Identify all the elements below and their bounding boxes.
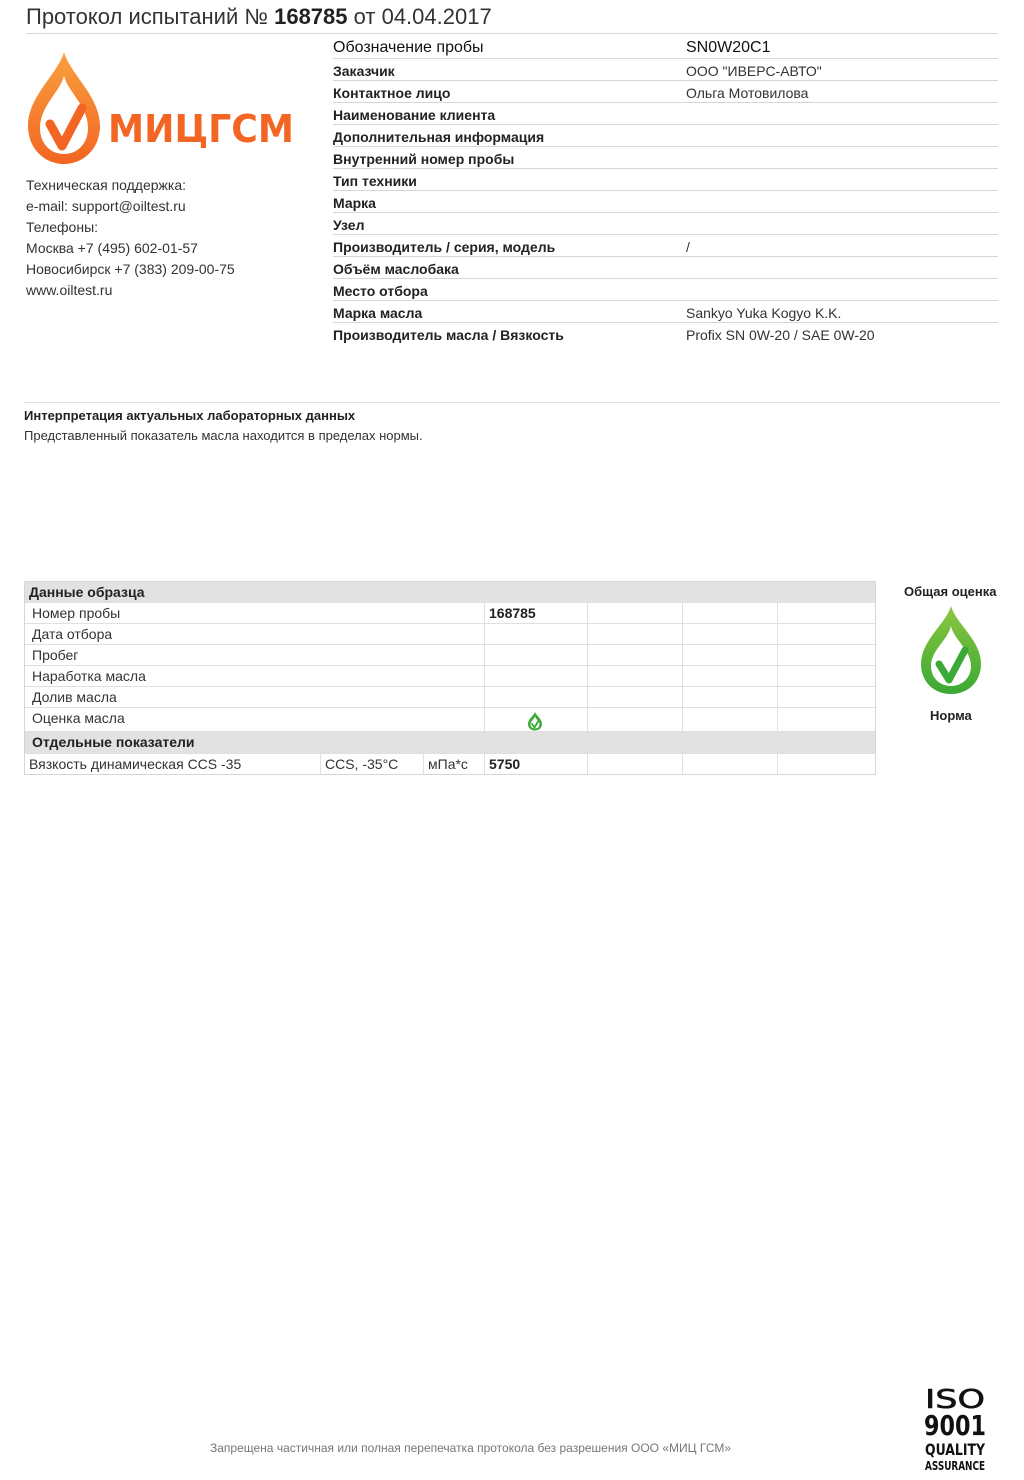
iso-9001-badge [920,1384,990,1472]
info-row-unit [333,213,998,235]
empty-cell [778,645,874,665]
green-drop-check-icon [527,711,543,731]
empty-cell [778,624,874,644]
interpretation-title: Интерпретация актуальных лабораторных данных [24,408,356,423]
phones-heading: Телефоны: [26,219,99,235]
info-row-tank-volume [333,257,998,279]
table-row [25,602,875,623]
info-label: Внутренний номер пробы [333,151,515,167]
row-label: Пробег [25,645,485,665]
info-row-equipment-type [333,169,998,191]
info-row-brand [333,191,998,213]
logo-text: МИЦГСМ [108,107,294,151]
info-row-additional-info [333,125,998,147]
support-contacts [26,175,235,301]
indicator-value: 5750 [485,754,588,774]
info-label: Контактное лицо [333,85,451,101]
info-label: Объём маслобака [333,261,459,277]
row-value [485,666,588,686]
empty-cell [778,708,874,731]
info-label: Узел [333,217,365,233]
info-row-internal-number [333,147,998,169]
empty-cell [778,687,874,707]
iso-line-1: ISO [925,1385,985,1415]
empty-cell [588,666,683,686]
table-row [25,665,875,686]
table-row [25,707,875,731]
phone-moscow: Москва +7 (495) 602-01-57 [26,240,198,256]
empty-cell [683,708,778,731]
indicators-subheader: Отдельные показатели [25,731,875,753]
table-row [25,644,875,665]
info-row-sample-designation [333,36,998,59]
overall-assessment-title: Общая оценка [904,584,997,599]
support-email[interactable]: e-mail: support@oiltest.ru [26,198,186,214]
empty-cell [588,624,683,644]
info-row-client-name [333,103,998,125]
info-value: SN0W20C1 [686,39,771,56]
row-label: Оценка масла [25,708,485,731]
empty-cell [778,603,874,623]
info-label: Наименование клиента [333,107,496,123]
empty-cell [683,666,778,686]
iso-line-4: ASSURANCE [925,1459,985,1473]
empty-cell [588,603,683,623]
interpretation-text: Представленный показатель масла находится в пределах нормы. [24,428,423,443]
empty-cell [778,754,874,774]
protocol-number: 168785 [274,4,348,29]
info-value: Sankyo Yuka Kogyo K.K. [686,305,842,321]
copyright-notice: Запрещена частичная или полная перепечатка протокола без разрешения ООО «МИЦ ГСМ» [210,1441,732,1455]
iso-line-3: QUALITY [925,1440,986,1459]
section-divider [24,402,1000,403]
title-prefix: Протокол испытаний № [26,4,268,29]
empty-cell [588,754,683,774]
title-suffix: от 04.04.2017 [353,4,492,29]
info-row-oil-viscosity [333,323,998,344]
row-label: Наработка масла [25,666,485,686]
overall-assessment-label: Норма [930,708,972,723]
empty-cell [683,624,778,644]
row-label: Дата отбора [25,624,485,644]
info-label: Заказчик [333,63,395,79]
info-row-customer [333,59,998,81]
row-label: Долив масла [25,687,485,707]
info-row-manufacturer [333,235,998,257]
info-label: Обозначение пробы [333,39,484,56]
indicator-method: CCS, -35°C [321,754,424,774]
green-drop-check-icon [918,604,984,696]
sample-data-header: Данные образца [25,582,875,602]
row-value [485,645,588,665]
support-heading: Техническая поддержка: [26,177,187,193]
info-row-contact [333,81,998,103]
row-value [485,624,588,644]
website-link[interactable]: www.oiltest.ru [26,282,113,298]
info-label: Производитель масла / Вязкость [333,327,564,343]
empty-cell [588,645,683,665]
info-value: Ольга Мотовилова [686,85,809,101]
info-label: Производитель / серия, модель [333,239,556,255]
row-value [485,708,588,731]
info-value: ООО "ИВЕРС-АВТО" [686,63,822,79]
table-row [25,686,875,707]
indicator-unit: мПа*с [424,754,485,774]
info-value: Profix SN 0W-20 / SAE 0W-20 [686,327,875,343]
empty-cell [778,666,874,686]
sample-info-table [333,36,998,344]
info-label: Марка [333,195,376,211]
table-row [25,623,875,644]
indicator-name: Вязкость динамическая CCS -35 [25,754,321,774]
info-label: Марка масла [333,305,423,321]
row-label: Номер пробы [25,603,485,623]
phone-novosibirsk: Новосибирск +7 (383) 209-00-75 [26,261,235,277]
info-label: Тип техники [333,173,417,189]
empty-cell [683,603,778,623]
row-value [485,687,588,707]
sample-data-table [24,581,876,775]
mic-gsm-logo [24,50,304,166]
empty-cell [588,708,683,731]
empty-cell [683,645,778,665]
info-row-sampling-point [333,279,998,301]
info-row-oil-brand [333,301,998,323]
empty-cell [683,687,778,707]
empty-cell [683,754,778,774]
row-value: 168785 [485,603,588,623]
iso-line-2: 9001 [924,1409,986,1442]
empty-cell [588,687,683,707]
info-value: / [686,239,690,255]
protocol-title [26,4,492,30]
table-row [25,753,875,774]
info-label: Дополнительная информация [333,129,545,145]
info-label: Место отбора [333,283,428,299]
title-divider [26,33,998,34]
